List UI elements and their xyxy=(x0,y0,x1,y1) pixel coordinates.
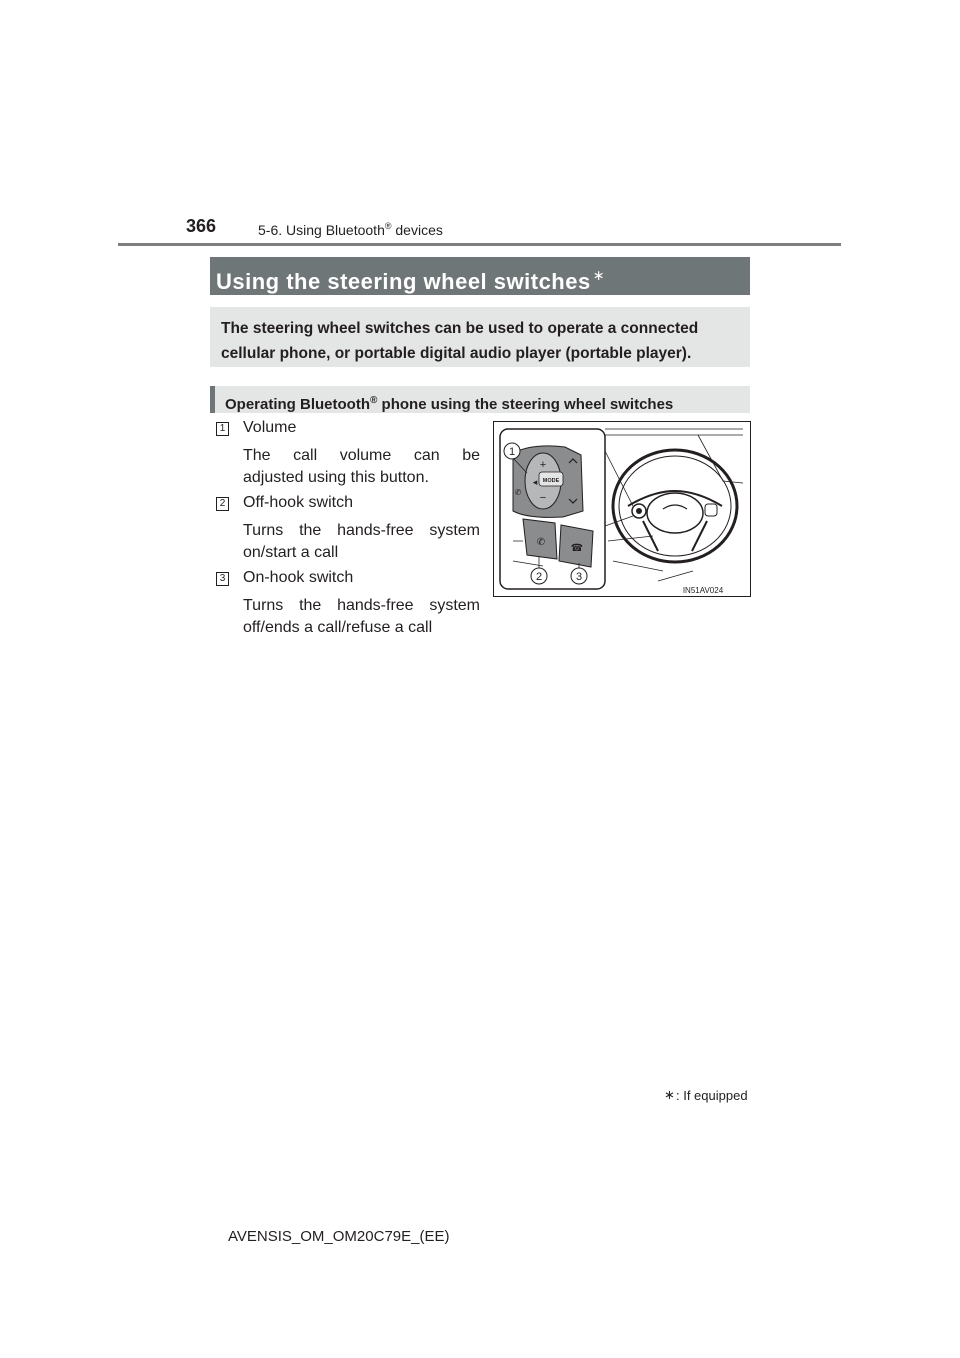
section-header-prefix: 5-6. Using Bluetooth xyxy=(258,222,385,238)
item-desc-line: adjusted using this button. xyxy=(243,469,429,486)
item-label-on-hook: On-hook switch xyxy=(243,569,354,586)
callout-2: 2 xyxy=(535,571,543,583)
volume-up-icon: + xyxy=(539,459,547,471)
intro-box xyxy=(210,307,750,367)
item-desc-on-hook xyxy=(243,595,480,639)
item-label-volume: Volume xyxy=(243,419,297,436)
subheading-reg: ® xyxy=(370,395,378,406)
page-title xyxy=(210,257,750,295)
title-marker: ∗ xyxy=(592,267,605,283)
off-hook-icon: ✆ xyxy=(536,537,546,548)
document-code: AVENSIS_OM_OM20C79E_(EE) xyxy=(228,1228,450,1245)
subheading xyxy=(210,386,750,413)
subheading-prefix: Operating Bluetooth xyxy=(225,396,370,413)
item-number-3: 3 xyxy=(216,572,229,586)
section-header-suffix: devices xyxy=(391,222,443,238)
steering-wheel-figure xyxy=(493,421,751,597)
right-switch-marker xyxy=(705,504,717,516)
item-number-2: 2 xyxy=(216,497,229,511)
item-desc-volume xyxy=(243,445,480,489)
footnote-marker: ∗ xyxy=(664,1087,675,1102)
page-title-text: Using the steering wheel switches xyxy=(216,269,591,294)
item-desc-line: Turns the hands-free system xyxy=(243,597,480,614)
item-desc-line: off/ends a call/refuse a call xyxy=(243,619,433,636)
section-header-reg: ® xyxy=(384,221,392,231)
audio-switch-pad xyxy=(513,446,583,518)
page-number: 366 xyxy=(186,216,217,236)
callout-3: 3 xyxy=(575,571,583,583)
figure-code: IN51AV024 xyxy=(682,586,724,595)
on-hook-icon: ☎ xyxy=(570,543,584,554)
callout-1: 1 xyxy=(508,446,516,458)
intro-line-2: cellular phone, or portable digital audio player (portable player). xyxy=(221,345,692,362)
item-label-off-hook: Off-hook switch xyxy=(243,494,353,511)
item-desc-line: Turns the hands-free system xyxy=(243,522,480,539)
voice-icon: ✆ xyxy=(514,488,522,497)
footnote-text: : If equipped xyxy=(676,1088,748,1103)
left-switch-dot xyxy=(636,508,642,514)
intro-line-1: The steering wheel switches can be used to operate a connected xyxy=(221,320,699,337)
mode-button-label: MODE xyxy=(542,478,560,484)
subheading-suffix: phone using the steering wheel switches xyxy=(377,396,674,413)
volume-down-icon: − xyxy=(539,492,547,504)
header-rule xyxy=(118,243,841,246)
speaker-icon: ◂ xyxy=(532,478,538,488)
section-header xyxy=(258,221,443,238)
item-desc-line: The call volume can be xyxy=(243,447,480,464)
item-number-1: 1 xyxy=(216,422,229,436)
item-desc-line: on/start a call xyxy=(243,544,339,561)
item-desc-off-hook xyxy=(243,520,480,564)
